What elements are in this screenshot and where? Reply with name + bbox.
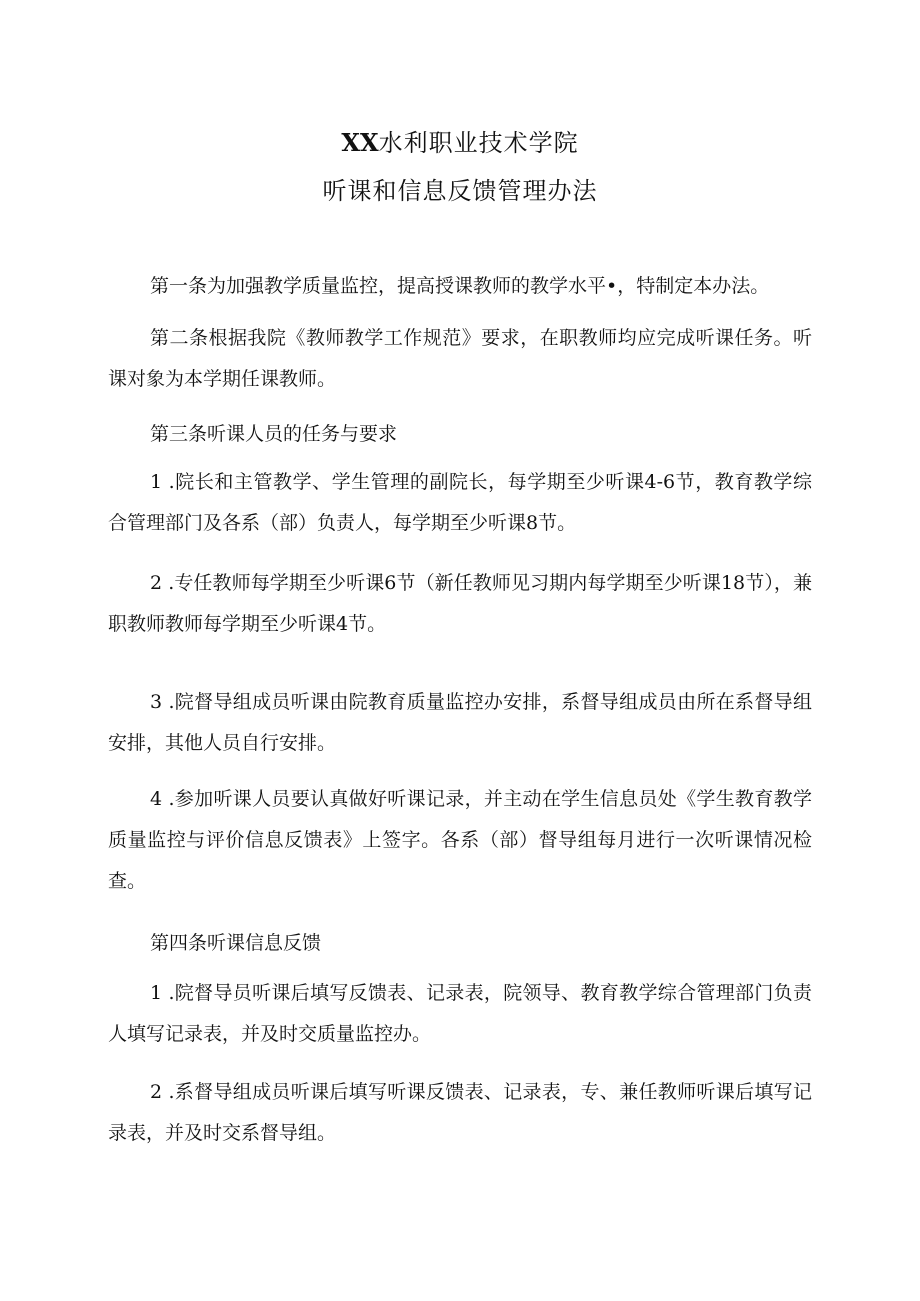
title-main: 水利职业技术学院 bbox=[378, 129, 579, 157]
paragraph-article-2: 第二条根据我院《教师教学工作规范》要求，在职教师均应完成听课任务。听课对象为本学期任课教师。 bbox=[108, 327, 812, 390]
document-subtitle: 听课和信息反馈管理办法 bbox=[322, 177, 598, 205]
document-title bbox=[0, 128, 920, 158]
paragraph-article-3-item-1: 1 .院长和主管教学、学生管理的副院长，每学期至少听课4-6节，教育教学综合管理部门及各系（部）负责人，每学期至少听课8节。 bbox=[108, 471, 812, 534]
paragraph-article-3-item-4: 4 .参加听课人员要认真做好听课记录，并主动在学生信息员处《学生教育教学质量监控与评价信息反馈表》上签字。各系（部）督导组每月进行一次听课情况检查。 bbox=[108, 788, 812, 892]
title-prefix: XX bbox=[341, 128, 379, 157]
paragraph-article-4-item-1: 1 .院督导员听课后填写反馈表、记录表，院领导、教育教学综合管理部门负责人填写记录表，并及时交质量监控办。 bbox=[108, 982, 812, 1045]
paragraph-article-4-heading: 第四条听课信息反馈 bbox=[150, 932, 322, 954]
paragraph-article-3-item-2: 2 .专任教师每学期至少听课6节（新任教师见习期内每学期至少听课18节），兼职教师教师每学期至少听课4节。 bbox=[108, 572, 812, 635]
paragraph-article-4-item-2: 2 .系督导组成员听课后填写听课反馈表、记录表，专、兼任教师听课后填写记录表，并及时交系督导组。 bbox=[108, 1081, 812, 1144]
paragraph-article-3-item-3: 3 .院督导组成员听课由院教育质量监控办安排，系督导组成员由所在系督导组安排，其他人员自行安排。 bbox=[108, 691, 812, 754]
paragraph-article-1: 第一条为加强教学质量监控，提高授课教师的教学水平•，特制定本办法。 bbox=[150, 275, 770, 297]
paragraph-article-3-heading: 第三条听课人员的任务与要求 bbox=[150, 423, 398, 445]
